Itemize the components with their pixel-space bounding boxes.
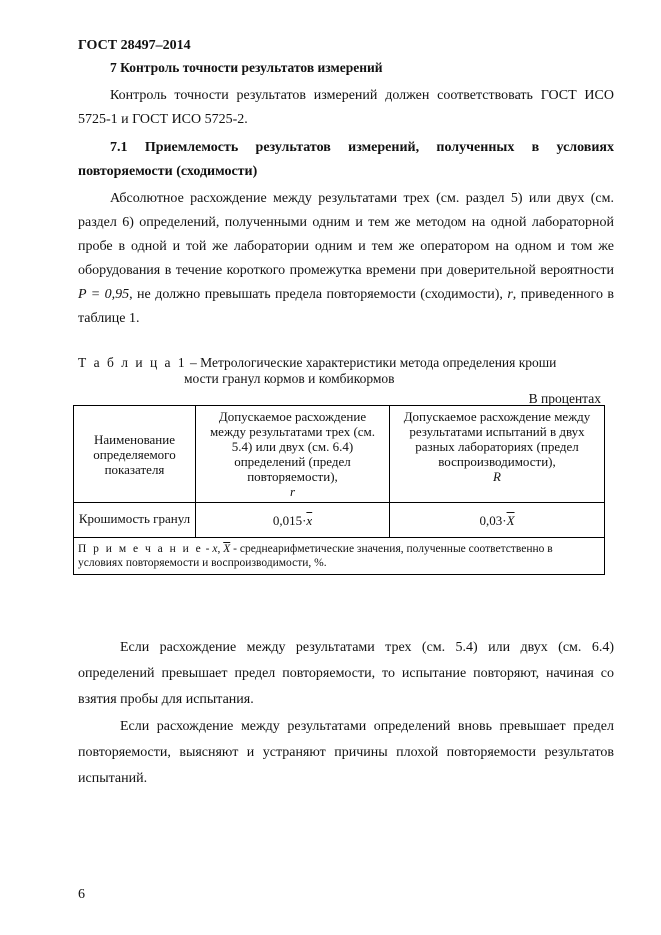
note-sep: , bbox=[217, 543, 224, 555]
repeatability-symbol: r bbox=[507, 287, 513, 302]
header-indicator-text: Наименование определяемого показателя bbox=[93, 431, 176, 477]
note-text: - среднеарифметические значения, полученные соответственно в условиях повторяемости и воспроизводимости, %. bbox=[78, 543, 553, 569]
row-r-var: $\overline{x}$ bbox=[306, 512, 313, 528]
paragraph-causes: Если расхождение между результатами определений вновь превышает предел повторяемости, выясняют и устраняют причины плохой повторяемости результатов испытаний. bbox=[78, 719, 614, 786]
table-caption-line2: мости гранул кормов и комбикормов bbox=[184, 371, 395, 386]
table-units: В процентах bbox=[528, 391, 601, 406]
metrology-table bbox=[73, 405, 605, 575]
row-name: Крошимость гранул bbox=[74, 503, 196, 538]
note-label: П р и м е ч а н и е bbox=[78, 543, 203, 555]
header-reproducibility-text: Допускаемое расхождение между результатами испытаний в двух разных лабораториях (предел воспроизводимости), bbox=[403, 409, 591, 469]
table-caption-line1: – Метрологические характеристики метода определения кроши bbox=[186, 355, 557, 370]
section-7-1-text-before: Абсолютное расхождение между результатами трех (см. раздел 5) или двух (см. раздел 6) определений, полученными одним и тем же методом на одной лабораторной пробе в одной и той же лаборатории одним и тем же оператором на одном и том же оборудования в течение короткого промежутка времени при доверительной вероятности bbox=[78, 191, 614, 278]
header-reproducibility-symbol: R bbox=[493, 469, 501, 484]
section-7-1-title: 7.1 Приемлемость результатов измерений, полученных в условиях повторяемости (сходимости) bbox=[78, 140, 614, 179]
section-7-1-text-mid: , не должно превышать предела повторяемости (сходимости), bbox=[129, 287, 508, 302]
table-note bbox=[74, 538, 605, 575]
table-note-row bbox=[74, 538, 605, 575]
row-r-coef: 0,015· bbox=[272, 512, 307, 528]
section-7-1-text bbox=[78, 187, 614, 331]
row-R-value bbox=[390, 503, 605, 538]
document-header: ГОСТ 28497–2014 bbox=[78, 38, 191, 53]
confidence-formula: P = 0,95 bbox=[78, 287, 130, 302]
table-caption-label: Т а б л и ц а 1 bbox=[78, 355, 187, 370]
row-R-var: $\overline{X}$ bbox=[506, 512, 515, 528]
note-x: x bbox=[212, 543, 218, 555]
header-repeatability bbox=[196, 406, 390, 503]
note-X: $\overline{X}$ bbox=[223, 543, 231, 555]
table-row bbox=[74, 503, 605, 538]
row-r-value bbox=[196, 503, 390, 538]
header-reproducibility bbox=[390, 406, 605, 503]
section-7-1-text-after: , приведенного в таблице 1. bbox=[78, 287, 614, 326]
header-indicator bbox=[74, 406, 196, 503]
table-caption bbox=[78, 355, 618, 387]
header-repeatability-text: Допускаемое расхождение между результатами трех (см. 5.4) или двух (см. 6.4) определений (предел повторяемости), bbox=[209, 409, 376, 484]
paragraph-repeat: Если расхождение между результатами трех (см. 5.4) или двух (см. 6.4) определений превышает предел повторяемости, то испытание повторяют, начиная со взятия пробы для испытания. bbox=[78, 640, 614, 707]
section-7-title: 7 Контроль точности результатов измерений bbox=[110, 60, 383, 75]
header-repeatability-symbol: r bbox=[289, 484, 296, 499]
note-dash: - bbox=[202, 543, 213, 555]
section-7-text: Контроль точности результатов измерений должен соответствовать ГОСТ ИСО 5725-1 и ГОСТ ИСО 5725-2. bbox=[78, 88, 614, 127]
row-R-coef: 0,03· bbox=[479, 512, 507, 528]
page-number: 6 bbox=[78, 887, 85, 902]
table-header-row bbox=[74, 406, 605, 503]
